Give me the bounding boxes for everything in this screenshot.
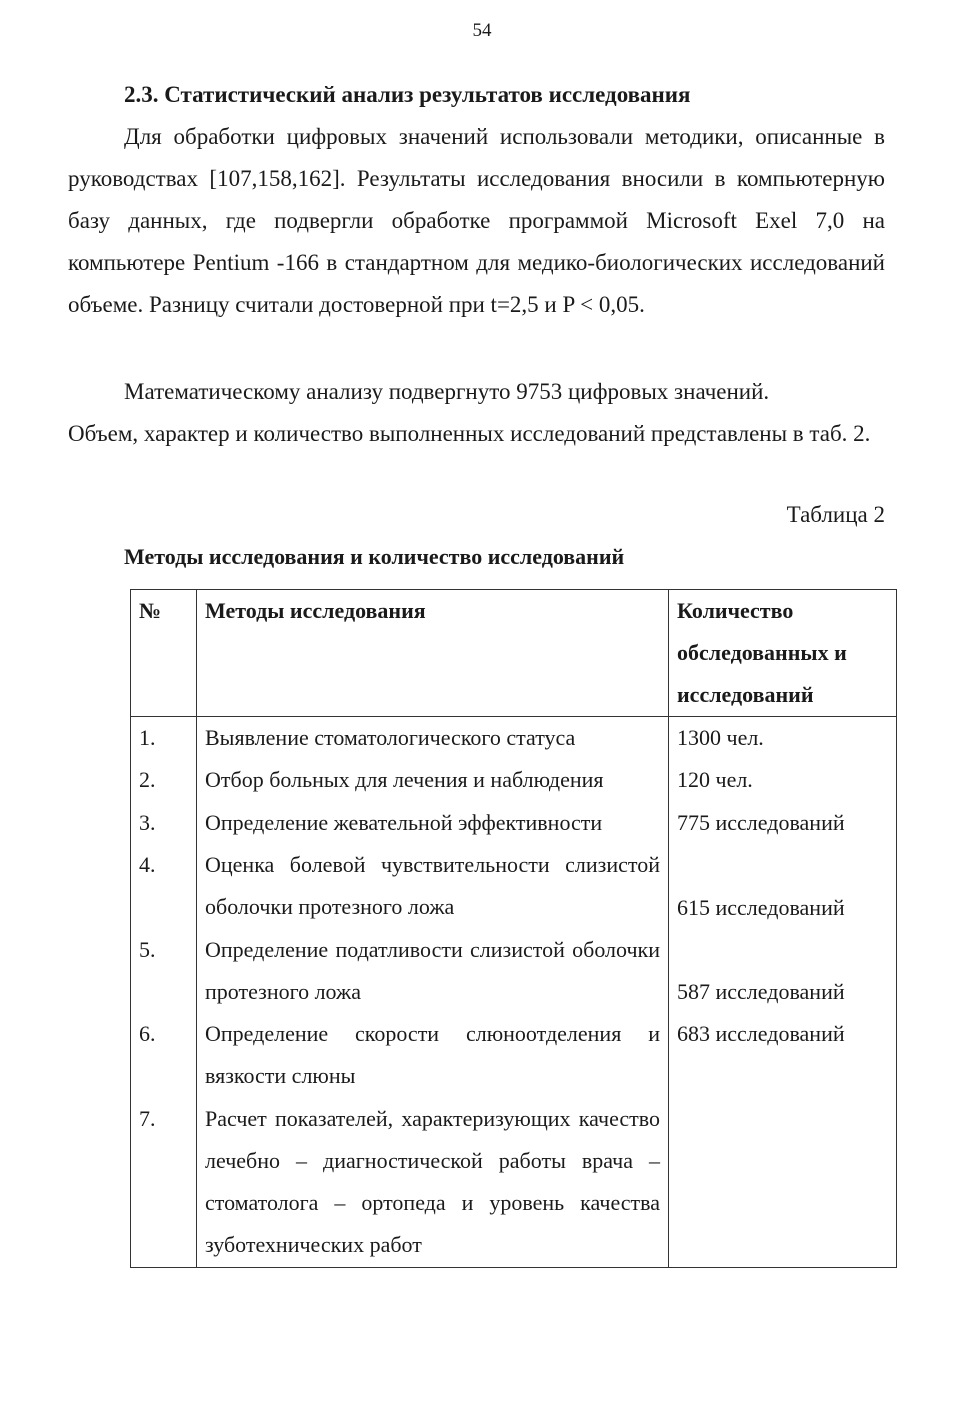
table-row	[131, 759, 897, 801]
row-count: 1300 чел.	[669, 717, 897, 760]
row-method: Определение податливости слизистой оболочки протезного ложа	[197, 929, 669, 1014]
row-count: 587 исследований	[669, 929, 897, 1014]
header-count: Количество обследованных и исследований	[669, 590, 897, 717]
header-method: Методы исследования	[197, 590, 669, 717]
row-count: 775 исследований	[669, 802, 897, 844]
table-row	[131, 1013, 897, 1098]
row-method: Оценка болевой чувствительности слизистой оболочки протезного ложа	[197, 844, 669, 929]
row-num: 2.	[131, 759, 197, 801]
table-number: Таблица 2	[786, 502, 885, 527]
row-method: Определение жевательной эффективности	[197, 802, 669, 844]
paragraph-methods-text: Для обработки цифровых значений использовали методики, описанные в руководствах [107,158,162]. Результаты исследования вносили в компьютерную базу данных, где подвергли обработке программой Microsoft Exel 7,0 на компьютере Pentium -166 в стандартном для медико-биологических исследований объеме. Разницу считали достоверной при t=2,5 и P < 0,05.	[68, 124, 885, 317]
row-num: 6.	[131, 1013, 197, 1098]
table-title: Методы исследования и количество исследований	[124, 544, 625, 569]
table-row	[131, 929, 897, 1014]
paragraph-methods	[68, 116, 885, 326]
page-number: 54	[472, 20, 492, 41]
row-count: 683 исследований	[669, 1013, 897, 1098]
paragraph-volume: Объем, характер и количество выполненных исследований представлены в таб. 2.	[68, 421, 871, 446]
row-num: 3.	[131, 802, 197, 844]
table-header-row	[131, 590, 897, 717]
row-method: Выявление стоматологического статуса	[197, 717, 669, 760]
row-count	[669, 1098, 897, 1268]
row-num: 1.	[131, 717, 197, 760]
methods-table	[130, 589, 897, 1268]
row-num: 7.	[131, 1098, 197, 1268]
row-num: 4.	[131, 844, 197, 929]
row-count: 120 чел.	[669, 759, 897, 801]
table-row	[131, 802, 897, 844]
row-method: Отбор больных для лечения и наблюдения	[197, 759, 669, 801]
section-heading: 2.3. Статистический анализ результатов исследования	[124, 82, 691, 107]
paragraph-analysis: Математическому анализу подвергнуто 9753 цифровых значений.	[124, 379, 770, 404]
row-count: 615 исследований	[669, 844, 897, 929]
table-row	[131, 1098, 897, 1268]
header-num: №	[131, 590, 197, 717]
row-num: 5.	[131, 929, 197, 1014]
table-row	[131, 844, 897, 929]
table-row	[131, 717, 897, 760]
row-method: Определение скорости слюноотделения и вязкости слюны	[197, 1013, 669, 1098]
row-method: Расчет показателей, характеризующих качество лечебно – диагностической работы врача – стоматолога – ортопеда и уровень качества зуботехнических работ	[197, 1098, 669, 1268]
